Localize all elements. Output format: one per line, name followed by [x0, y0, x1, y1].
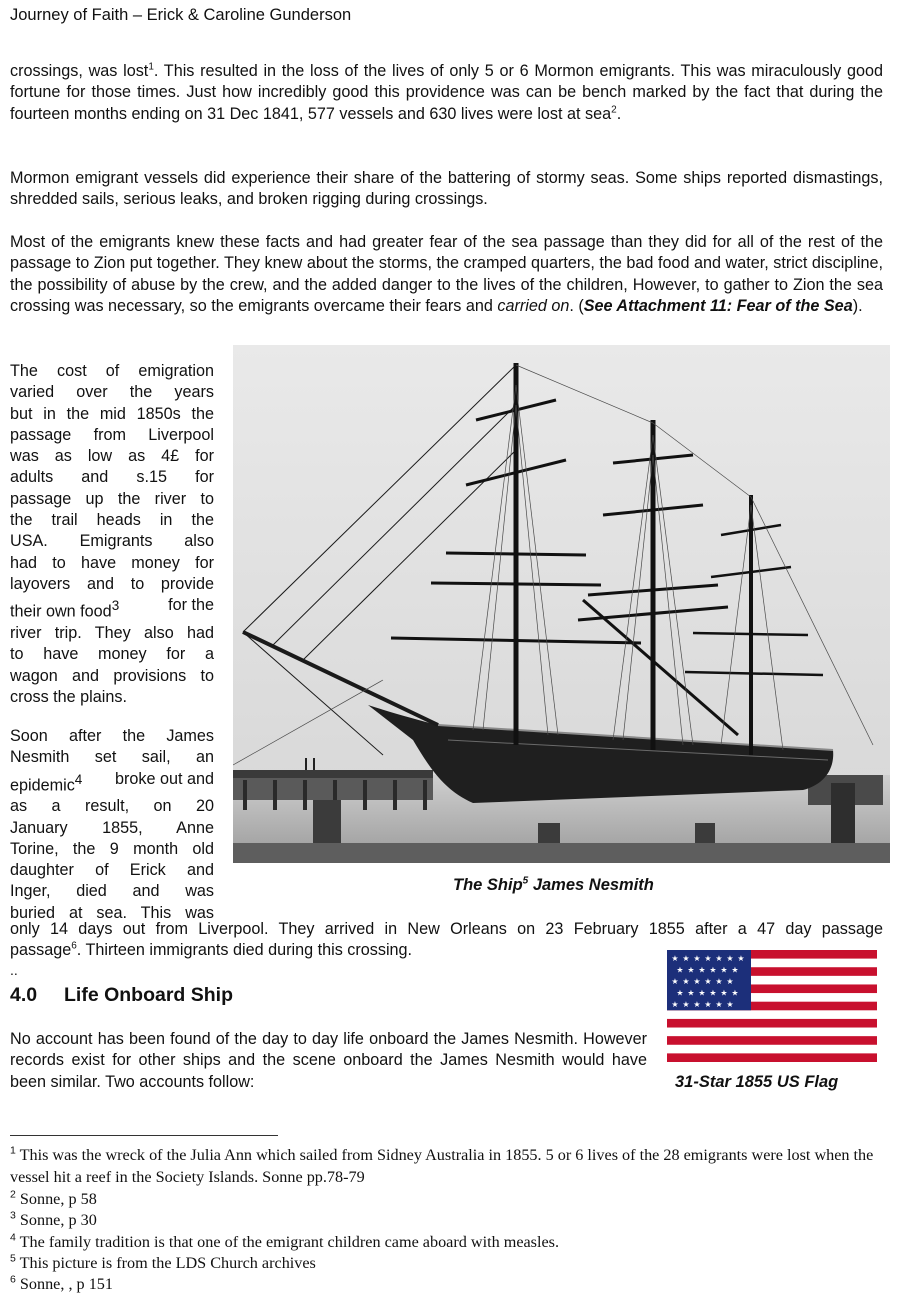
paragraph-arrival: only 14 days out from Liverpool. They arrived in New Orleans on 23 February 1855 after a 47 day passage [10, 920, 883, 938]
footnote-ref-4: 4 [74, 771, 83, 787]
footnote-ref-1: 1 [148, 61, 154, 73]
footnote-ref-2: 2 [611, 104, 617, 116]
flag-star: ★ [693, 1000, 701, 1009]
footnote-3: $^3$ Sonne, p 30 [10, 1209, 97, 1229]
ellipsis-marker: .. [10, 962, 18, 978]
flag-stripe [667, 1045, 877, 1054]
footnote-ref-5: 5 [522, 875, 529, 887]
flag-star: ★ [731, 988, 739, 998]
ship-photograph [233, 345, 890, 863]
footnote-ref-6: 6 [71, 940, 77, 952]
flag-star: ★ [682, 1000, 690, 1009]
footnote-2: $^2$ Sonne, p 58 [10, 1188, 97, 1208]
flag-star: ★ [693, 954, 701, 963]
attachment-reference: See Attachment 11: Fear of the Sea [583, 296, 853, 315]
flag-star: ★ [737, 954, 745, 963]
paragraph-lost-lives: crossings, was lost$^1$. This resulted in the loss of the lives of only 5 or 6 Mormon emigrants. This was miraculously good fortune for those times. Just how incredibly good this providence was can be bench marked by the fact that during the fourteen months ending on 31 Dec 1841, 577 vessels and 630 lives were lost at sea$^2$. [10, 61, 883, 123]
flag-star: ★ [720, 965, 728, 975]
flag-star: ★ [726, 1000, 734, 1009]
paragraph-epidemic: Soon after the James Nesmith set sail, an epidemic$^4$ broke out and as a result, on 20 January 1855, Anne Torine, the 9 month old daughter of Erick and Inger, died and was buried at sea. This was [10, 727, 214, 922]
paragraph-life-onboard: No account has been found of the day to day life onboard the James Nesmith. However records exist for other ships and the scene onboard the James Nesmith would have been similar. Two accounts follow: [10, 1030, 647, 1091]
flag-star: ★ [715, 977, 723, 986]
section-heading: 4.0 Life Onboard Ship [10, 984, 233, 1006]
flag-star: ★ [731, 965, 739, 975]
flag-star: ★ [715, 954, 723, 963]
flag-star: ★ [698, 988, 706, 998]
footnote-4: $^4$ The family tradition is that one of the emigrant children came aboard with measles. [10, 1231, 560, 1251]
flag-star: ★ [682, 954, 690, 963]
flag-caption: 31-Star 1855 US Flag [675, 1073, 839, 1091]
flag-star: ★ [671, 954, 679, 963]
paragraph-fear-of-sea: Most of the emigrants knew these facts and had greater fear of the sea passage than they did for all of the rest of the passage to Zion put together. They knew about the storms, the cramped quarters, the bad food and water, strict discipline, the possibility of abuse by the crew, and the added danger to the lives of the children, However, to gather to Zion the sea crossing was necessary, so the emigrants overcame their fears and carried on. (See Attachment 11: Fear of the Sea). [10, 233, 883, 315]
flag-star: ★ [720, 988, 728, 998]
paragraph-arrival-end: passage$^6$. Thirteen immigrants died during this crossing. [10, 940, 413, 959]
us-flag-31-star [667, 950, 877, 1062]
flag-star: ★ [698, 965, 706, 975]
flag-star: ★ [726, 954, 734, 963]
flag-star: ★ [704, 954, 712, 963]
flag-star: ★ [687, 965, 695, 975]
flag-star: ★ [709, 988, 717, 998]
flag-star: ★ [693, 977, 701, 986]
flag-star: ★ [676, 965, 684, 975]
footnote-1: $^1$ This was the wreck of the Julia Ann which sailed from Sidney Australia in 1855. 5 or 6 lives of the 28 emigrants were lost when the vessel hit a reef in the Society Islands. Sonne pp.78-79 [10, 1144, 874, 1186]
flag-star: ★ [671, 977, 679, 986]
paragraph-cost-of-emigration: The cost of emigration varied over the years but in the mid 1850s the passage from Liverpool was as low as 4£ for adults and s.15 for passage up the river to the trail heads in the USA. Emigrants also had to have money for layovers and to provide their own food$^3$ for the river trip. They also had to have money for a wagon and provisions to cross the plains. [10, 362, 214, 706]
flag-star: ★ [704, 977, 712, 986]
flag-stripe [667, 1053, 877, 1062]
flag-star: ★ [676, 988, 684, 998]
flag-star: ★ [709, 965, 717, 975]
flag-stripe [667, 1028, 877, 1037]
footnote-5: $^5$ This picture is from the LDS Church archives [10, 1252, 316, 1272]
flag-star: ★ [726, 977, 734, 986]
flag-stripe [667, 1010, 877, 1019]
footnote-ref-3: 3 [111, 598, 120, 614]
flag-star: ★ [704, 1000, 712, 1009]
flag-stripe [667, 1036, 877, 1045]
flag-star: ★ [715, 1000, 723, 1009]
flag-star: ★ [671, 1000, 679, 1009]
ship-caption: The Ship$^5$ James Nesmith [453, 875, 654, 894]
paragraph-stormy-seas: Mormon emigrant vessels did experience their share of the battering of stormy seas. Some ships reported dismastings, shredded sails, serious leaks, and broken rigging during crossings. [10, 169, 883, 209]
flag-star: ★ [682, 977, 690, 986]
flag-star: ★ [687, 988, 695, 998]
footnote-separator [10, 1135, 278, 1136]
running-header: Journey of Faith – Erick & Caroline Gunderson [10, 6, 352, 24]
flag-stripe [667, 1019, 877, 1028]
footnote-6: $^6$ Sonne, , p 151 [10, 1273, 113, 1293]
